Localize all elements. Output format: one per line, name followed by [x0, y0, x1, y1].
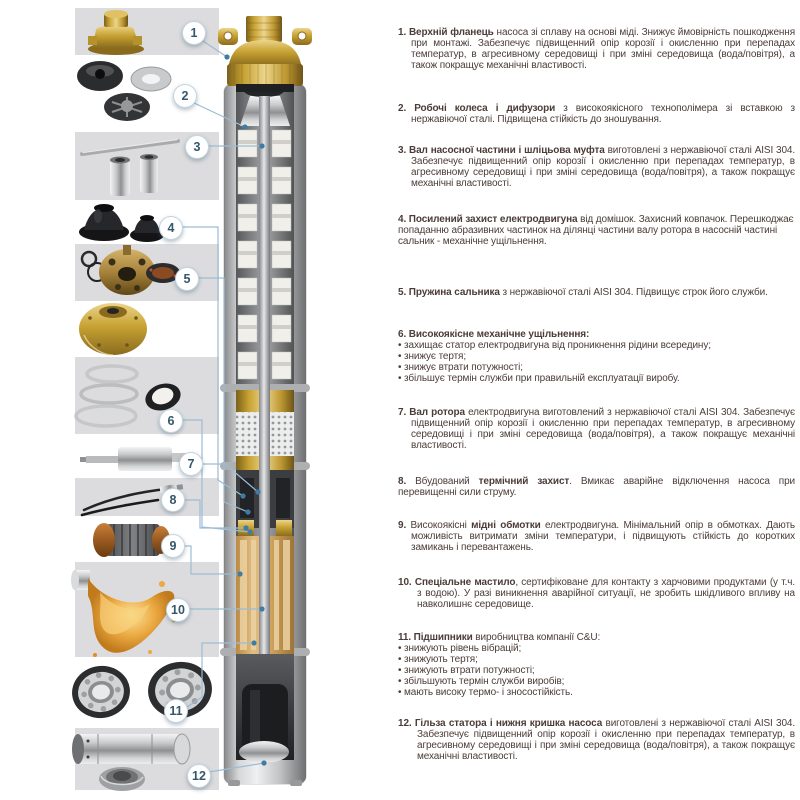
description-number: 8. — [398, 476, 416, 487]
impellers-diffusers-photo — [77, 61, 171, 121]
description-number: 10. — [398, 577, 415, 588]
description-number: 3. — [398, 145, 410, 156]
description-item-5 — [398, 288, 795, 299]
callout-number-2: 2 — [173, 84, 197, 108]
description-bullet: • збільшує термін служби при правильній експлуатації виробу. — [398, 372, 680, 384]
description-text: 12. Гільза статора і нижня кришка насоса виготовлені з нержавіючої сталі AISI 304. Забезпечує підвищенний опір корозії і окисленню при перепадах температур, в агресивному середовищі і при зміні середовища (вода/повітря), а також покращує механічні властивості. — [398, 718, 796, 762]
callout-number-5: 5 — [175, 267, 199, 291]
description-number: 4. — [398, 214, 409, 225]
description-item-11 — [398, 633, 795, 698]
description-item-7 — [398, 408, 795, 452]
description-item-9 — [398, 521, 795, 554]
pump-cutaway-illustration — [218, 16, 312, 786]
callout-number-8: 8 — [161, 488, 185, 512]
description-bullet: • знижують рівень вібрацій; — [398, 642, 522, 654]
description-number: 11. — [398, 632, 414, 643]
rubber-caps-photo — [79, 204, 164, 242]
callout-number-12: 12 — [187, 764, 211, 788]
stator-windings-photo — [93, 523, 170, 557]
description-text: 6. Високоякісне механічне ущільнення: — [398, 329, 590, 340]
callout-number-3: 3 — [185, 135, 209, 159]
description-bullet: • збільшують термін служби виробів; — [398, 675, 565, 687]
description-number: 7. — [398, 407, 410, 418]
ball-bearings-photo — [69, 658, 216, 722]
description-bullet: • знижують втрати потужності; — [398, 664, 535, 676]
description-item-12 — [398, 719, 795, 763]
callout-number-7: 7 — [179, 452, 203, 476]
pump-top-flange — [218, 16, 312, 92]
description-item-3 — [398, 146, 795, 190]
description-number: 6. — [398, 329, 409, 340]
description-text: 9. Високоякісні мідні обмотки електродвигуна. Мінімальний опір в обмотках. Дають можливість витримати зміни температури, і підвищують стійкість до коротких замикань і перевантажень. — [398, 520, 796, 553]
callout-number-10: 10 — [166, 598, 190, 622]
description-number: 9. — [398, 520, 411, 531]
description-number: 5. — [398, 287, 409, 298]
description-bullet: • знижує тертя; — [398, 350, 466, 362]
description-number: 12. — [398, 718, 415, 729]
description-bullet: • мають високу термо- і зносостійкість. — [398, 686, 573, 698]
description-bullet: • захищає статор електродвигуна від проникнення рідини всередину; — [398, 339, 711, 351]
description-text: 11. Підшипники виробництва компанії C&U: — [398, 632, 601, 643]
description-item-1 — [398, 28, 795, 72]
description-item-8 — [398, 477, 795, 499]
description-text: 1. Верхній фланець насоса зі сплаву на основі міді. Знижує ймовірність пошкодження при монтажі. Забезпечує підвищенний опір корозії і окисленню при перепадах температур, в агресивному середовищі і при зміні середовища (вода/повітря), а також покращує механічні властивості. — [398, 27, 795, 71]
description-number: 2. — [398, 103, 415, 114]
description-text: 3. Вал насосної частини і шліцьова муфта виготовлені з нержавіючої сталі AISI 304. Забезпечує підвищенний опір корозії і окисленню при перепадах температур, в агресивному середовищі і при зміні середовища (вода/повітря), а також покращує механічні властивості. — [398, 145, 795, 189]
description-item-6 — [398, 330, 795, 385]
description-number: 1. — [398, 27, 409, 38]
description-text: 2. Робочі колеса і дифузори з високоякісного технополімера зі вставкою з нержавіючої сталі. Підвищена стійкість до зношування. — [398, 103, 796, 125]
description-bullet: • знижує втрати потужності; — [398, 361, 523, 373]
callout-number-11: 11 — [164, 699, 188, 723]
motor-top-cover-photo — [79, 303, 147, 355]
callout-number-6: 6 — [159, 409, 183, 433]
callout-number-1: 1 — [182, 21, 206, 45]
description-text: 7. Вал ротора електродвигуна виготовлений з нержавіючої сталі AISI 304. Забезпечує підвищенний опір корозії і окисленню при перепадах температур, в агресивному середовищі і при зміні середовища (вода/повітря), а також покращує механічні властивості. — [398, 407, 795, 451]
callout-number-4: 4 — [159, 216, 183, 240]
description-text: 4. Посилений захист електродвигуна від домішок. Захисний ковпачок. Перешкоджає попаданню абразивних частинок на ділянці частини валу ротора в насосній частині сальник - механічне ущільнення. — [398, 214, 794, 247]
description-item-10 — [398, 578, 795, 611]
description-item-4 — [398, 215, 795, 248]
description-text: 5. Пружина сальника з нержавіючої сталі AISI 304. Підвищує строк його служби. — [398, 287, 768, 298]
description-item-2 — [398, 104, 795, 126]
description-text: 10. Спеціальне мастило, сертифіковане для контакту з харчовими продуктами (у т.ч. з водою). У разі виникнення аварійної ситуації, не зробить шкідливого впливу на навколишнє середовище. — [398, 577, 795, 610]
rotor-shaft-photo — [80, 447, 194, 471]
description-bullet: • знижують тертя; — [398, 653, 478, 665]
description-text: 8. Вбудований термічний захист. Вмикає аварійне відключення насоса при перевищенні сили струму. — [398, 476, 795, 498]
callout-number-9: 9 — [161, 534, 185, 558]
